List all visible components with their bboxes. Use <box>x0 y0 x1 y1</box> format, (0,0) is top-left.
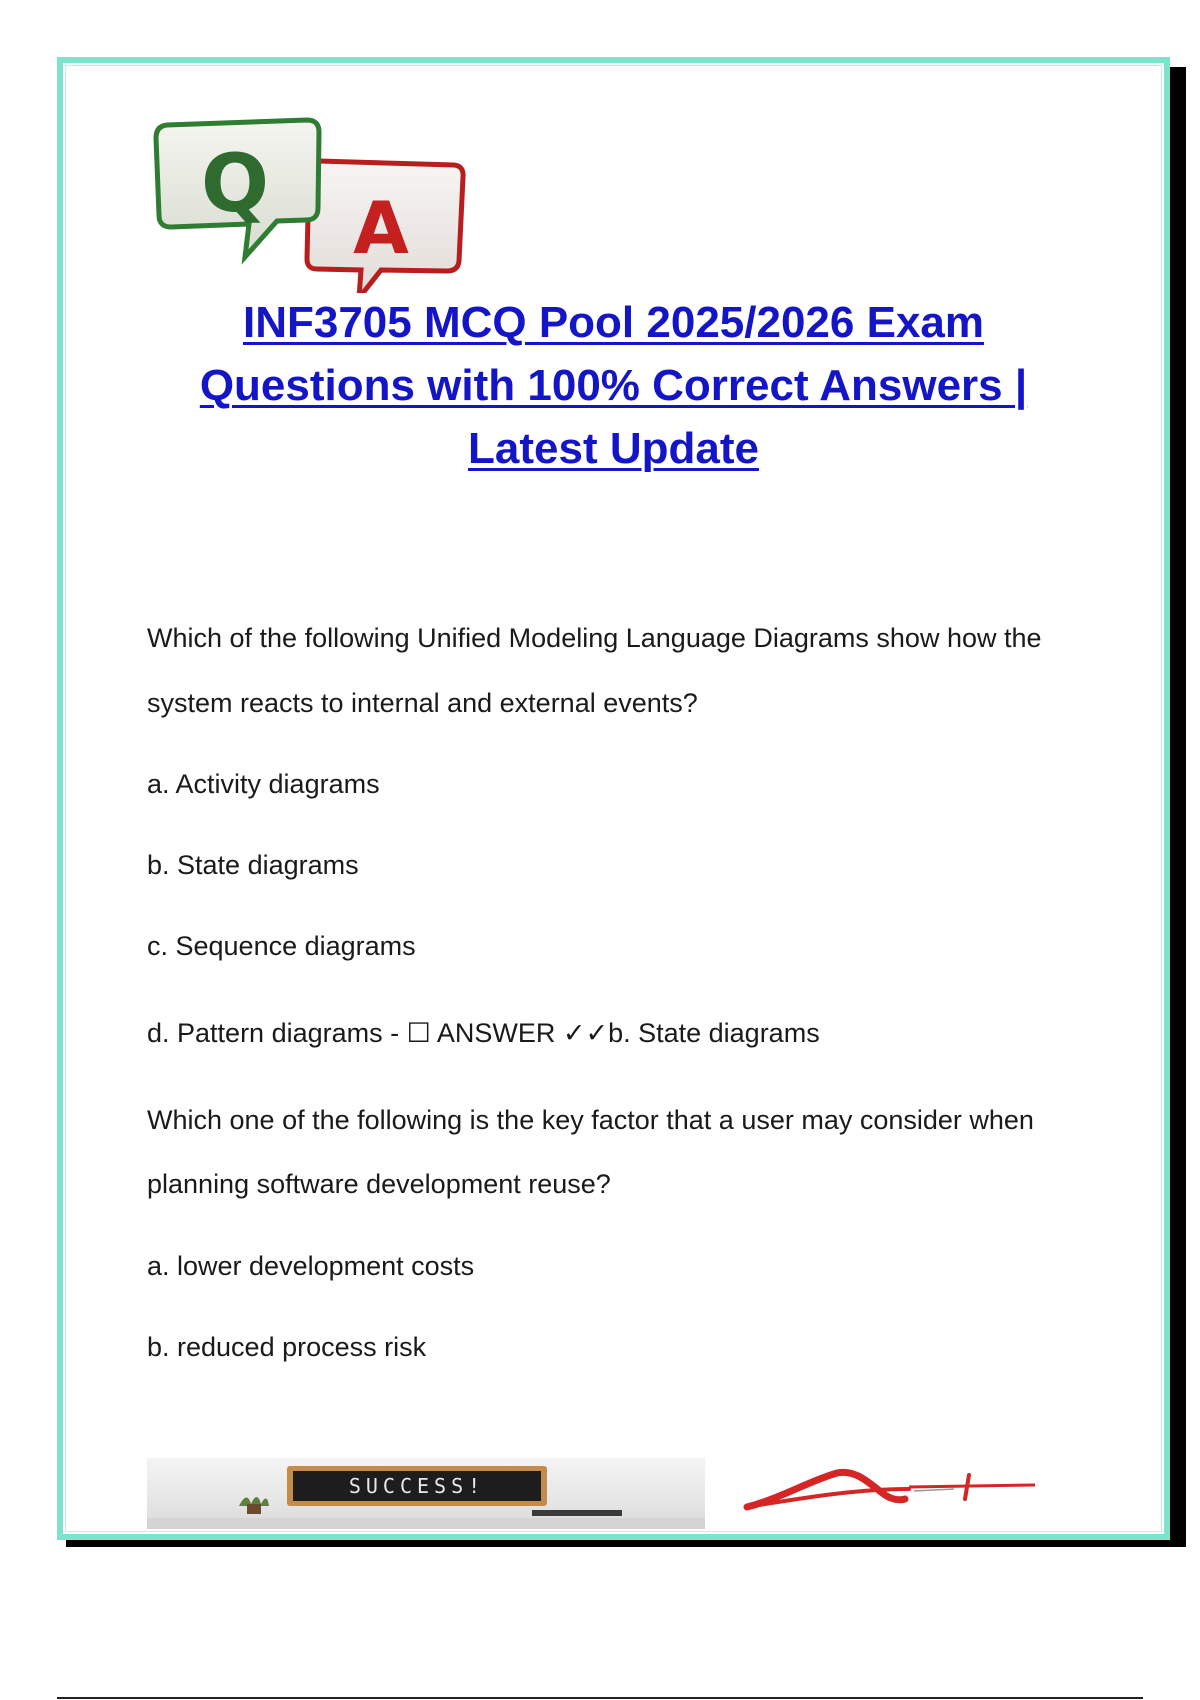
question-2-option-a: a. lower development costs <box>147 1251 475 1281</box>
question-1-option-a: a. Activity diagrams <box>147 769 380 799</box>
document-title[interactable] <box>123 291 1104 480</box>
question-2-option-b: b. reduced process risk <box>147 1332 427 1362</box>
q-bubble-icon <box>156 120 319 257</box>
success-banner-text: SUCCESS! <box>348 1474 486 1498</box>
title-line-3: Latest Update <box>468 424 759 473</box>
question-1-option-d-answer: d. Pattern diagrams - ☐ ANSWER ✓✓b. State diagrams <box>147 1018 820 1048</box>
question-1-text-line-1: Which of the following Unified Modeling Language Diagrams show how the <box>147 623 1042 653</box>
question-1-text-line-2: system reacts to internal and external events? <box>147 688 698 718</box>
qa-logo <box>149 93 499 293</box>
a-plus-grade-icon <box>739 1459 1039 1529</box>
success-banner-image <box>147 1458 705 1529</box>
question-1-option-b: b. State diagrams <box>147 850 359 880</box>
a-bubble-icon <box>307 161 463 293</box>
question-2-text-line-2: planning software development reuse? <box>147 1169 611 1199</box>
page-bottom-rule <box>57 1697 1143 1699</box>
page-frame <box>57 57 1170 1540</box>
svg-text:A: A <box>353 186 409 270</box>
question-1-option-c: c. Sequence diagrams <box>147 931 416 961</box>
title-line-2: Questions with 100% Correct Answers | <box>199 361 1028 410</box>
svg-text:Q: Q <box>200 137 270 230</box>
question-2-text-line-1: Which one of the following is the key factor that a user may consider when <box>147 1105 1034 1135</box>
title-line-1: INF3705 MCQ Pool 2025/2026 Exam <box>242 298 985 347</box>
